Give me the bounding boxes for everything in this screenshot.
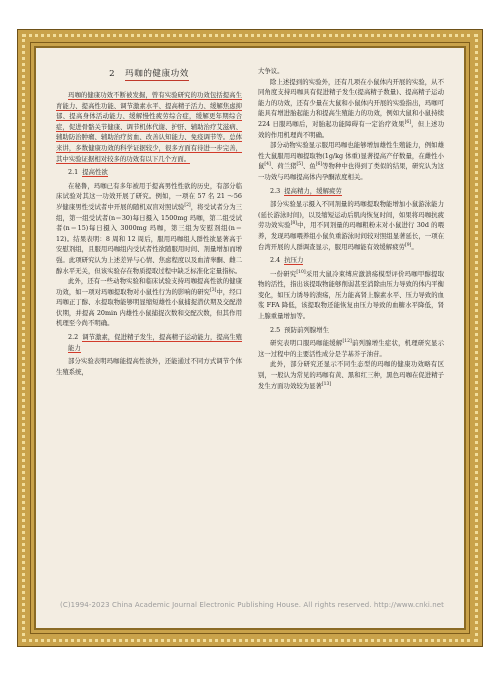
subsection-number: 2.5 bbox=[270, 325, 281, 334]
text: 、鱼 bbox=[302, 162, 316, 171]
text: 此外，部分研究还显示不同生态型的玛咖的健康功效略有区别，一般认为常见的玛咖有黄、黑和红三种，黑色玛咖在促进精子发生方面功效较为显著 bbox=[258, 360, 444, 390]
subsection-number: 2.2 bbox=[68, 333, 79, 342]
text: 等物种中也得到了类似的结果，研究认为这一功效与玛咖提高体内孕酮浓度相关。 bbox=[258, 162, 444, 181]
intro-paragraph bbox=[56, 90, 242, 164]
text: 、荷兰猪 bbox=[270, 162, 297, 171]
citation: [9] bbox=[404, 242, 412, 248]
document-page bbox=[56, 66, 444, 606]
right-column bbox=[258, 66, 444, 391]
text: 部分实验显示摄入不同剂量的玛咖提取物能增加小鼠游泳能力(延长游泳时间)，以及缩短运动后肌肉恢复时间，如果将玛咖抗疲劳功效实验 bbox=[258, 200, 444, 230]
section-number: 2 bbox=[109, 69, 116, 79]
text: 研究表明口服玛咖能缓解 bbox=[270, 339, 343, 348]
intro-text: 玛咖的健康功效不断被发掘，曾有实验研究的功效包括提高生育能力、提高性功能、调节激素水平、提高精子活力、缓解焦虑抑郁、提高身体活动能力、缓解慢性疲劳综合症，缓解更年期综合症，促进骨骼关节健康、调节机体代谢、护肝、辅助治疗艾滋病、辅助防治肿瘤、辅助治疗贫血、改善认知能力、免疫调节等。总体来讲，多数健康功效的科学证据较少，很多方面有待进一步完善，其中实验证据相对较多的功效有以下几个方面。 bbox=[56, 91, 242, 163]
text: 中，经口玛咖正丁醇、水提取物能够明显缩短雄性小鼠捕捉潜伏期及交配潜伏期，并提高 20min 内雄性小鼠捕捉次数和交配次数，但其作用机理至今尚不明确。 bbox=[56, 287, 243, 328]
text: 一份研究 bbox=[270, 269, 297, 278]
subsection-title: 提高精力，缓解疲劳 bbox=[284, 186, 342, 195]
subsection-heading-2-5 bbox=[258, 325, 444, 336]
text: 采用大鼠冷束缚应激溃疡模型评价玛咖甲醇提取物的活性，指出该提取物能够削弱甚至消除由压力导致的体内平衡变化，如压力诱导的溃疡，压力能高肾上腺素水平、压力导致的血浆 FFA 降低，该提取物还能恢复由压力导致的血糖水平降低，肾上腺重量增加等。 bbox=[258, 269, 444, 321]
text: 前列腺增生症状，机理研究显示这一过程中的主要活性成分是芋基芥子油苷。 bbox=[258, 339, 444, 358]
text: 。 bbox=[411, 242, 418, 251]
text: 除上述提到的实验外，还有几项在小鼠体内开展的实验，从不同角度支持玛咖具有促进精子发生(提高精子数量)、提高精子运动能力的功效，还有少量在大鼠和小鼠体内开展的实验指出，玛咖可能具有增进胎起能力和提高生殖能力的功效，例如大鼠和小鼠持续 224 日服玛咖后，对胎起功能障碍有一定治疗效果 bbox=[258, 77, 444, 128]
text: 部分动物实验显示服用玛咖也能够增加雄性生殖能力，例如雄性大鼠服用玛咖提取物(1g/kg 体重)显著提高产仔数量，在雌性小鼠 bbox=[258, 141, 444, 171]
subsection-title: 提高性欲 bbox=[82, 168, 108, 177]
body-paragraph bbox=[258, 338, 444, 359]
text: ，将受试者分为三组，第一组受试者(n＝30)每日摄入 1500mg 玛咖，第二组受试者(n＝15)每日摄入 3000mg 玛咖，第三组为安慰剂组(n＝12)。结果表明：8 周和 12 周后，服用玛咖组人群性欲显著高于安慰剂组，且服用玛咖组内受试者性欲随服用时间、剂量增加而增强。此项研究认为上述差异与心情、焦虑程度以及血清睾酮、雌二醇水平无关，但该实验存在物质提取过程中缺乏标准化定量指标。 bbox=[56, 202, 243, 275]
citation: [6] bbox=[404, 119, 411, 125]
body-paragraph bbox=[258, 199, 444, 252]
subsection-number: 2.3 bbox=[270, 186, 281, 195]
text: 中，用不同剂量的玛咖粗粉末对小鼠进行 30d 的喂养，发现玛咖喂养组小鼠负重游泳时间较对照组显著延长，一项在台湾开展的人群调查显示，服用玛咖能有效缓解疲劳 bbox=[258, 221, 444, 251]
citation: [6] bbox=[315, 162, 323, 168]
left-column bbox=[56, 66, 242, 377]
text: 部分实验表明玛咖能提高性欲外，还能通过不同方式调节个体生殖系统， bbox=[56, 357, 242, 376]
text: 此外，还有一些动物实验和临床试验支持玛咖提高性欲的健康功效，如一项对玛咖提取物对小鼠性行为的影响的研究 bbox=[56, 277, 242, 296]
citation: [3] bbox=[209, 287, 217, 293]
subsection-heading-2-1 bbox=[56, 167, 242, 178]
citation: [13] bbox=[321, 381, 332, 387]
subsection-title: 预防前列腺增生 bbox=[284, 325, 329, 334]
body-paragraph bbox=[258, 269, 444, 322]
citation: [10] bbox=[296, 269, 306, 275]
subsection-heading-2-4 bbox=[258, 255, 444, 266]
body-paragraph bbox=[258, 140, 444, 182]
subsection-title: 抗压力 bbox=[284, 256, 304, 265]
citation: [12] bbox=[342, 339, 352, 345]
copyright-footer: (C)1994-2023 China Academic Journal Electronic Publishing House. All rights reserved. http://www.cnki.net bbox=[60, 601, 445, 609]
body-paragraph bbox=[258, 359, 444, 391]
body-paragraph bbox=[258, 66, 444, 77]
body-paragraph bbox=[258, 77, 444, 141]
subsection-number: 2.4 bbox=[270, 256, 281, 265]
body-paragraph bbox=[56, 181, 242, 276]
subsection-title: 调节激素，促进精子发生，提高精子运动能力，提高生殖能力 bbox=[68, 333, 243, 352]
text: 大争议。 bbox=[258, 67, 284, 75]
text: ，但上述功效的作用机理尚不明确。 bbox=[258, 119, 444, 139]
body-paragraph bbox=[56, 276, 242, 329]
subsection-heading-2-2 bbox=[56, 332, 242, 353]
subsection-number: 2.1 bbox=[68, 168, 79, 177]
citation: [8] bbox=[290, 221, 297, 227]
citation: [4] bbox=[264, 162, 271, 168]
citation: [2] bbox=[184, 202, 191, 208]
text: 在秘鲁，玛咖已有多年被用于提高男性性欲的历史，有部分临床试验对其这一功效开展了研究。例如，一项在 57 名 21 ～56 岁健康男性受试者中开展的随机双盲对照试验 bbox=[56, 181, 242, 211]
citation: [5] bbox=[296, 162, 303, 168]
section-title: 玛咖的健康功效 bbox=[125, 69, 189, 79]
subsection-heading-2-3 bbox=[258, 186, 444, 197]
section-heading bbox=[56, 68, 242, 80]
body-paragraph bbox=[56, 356, 242, 377]
